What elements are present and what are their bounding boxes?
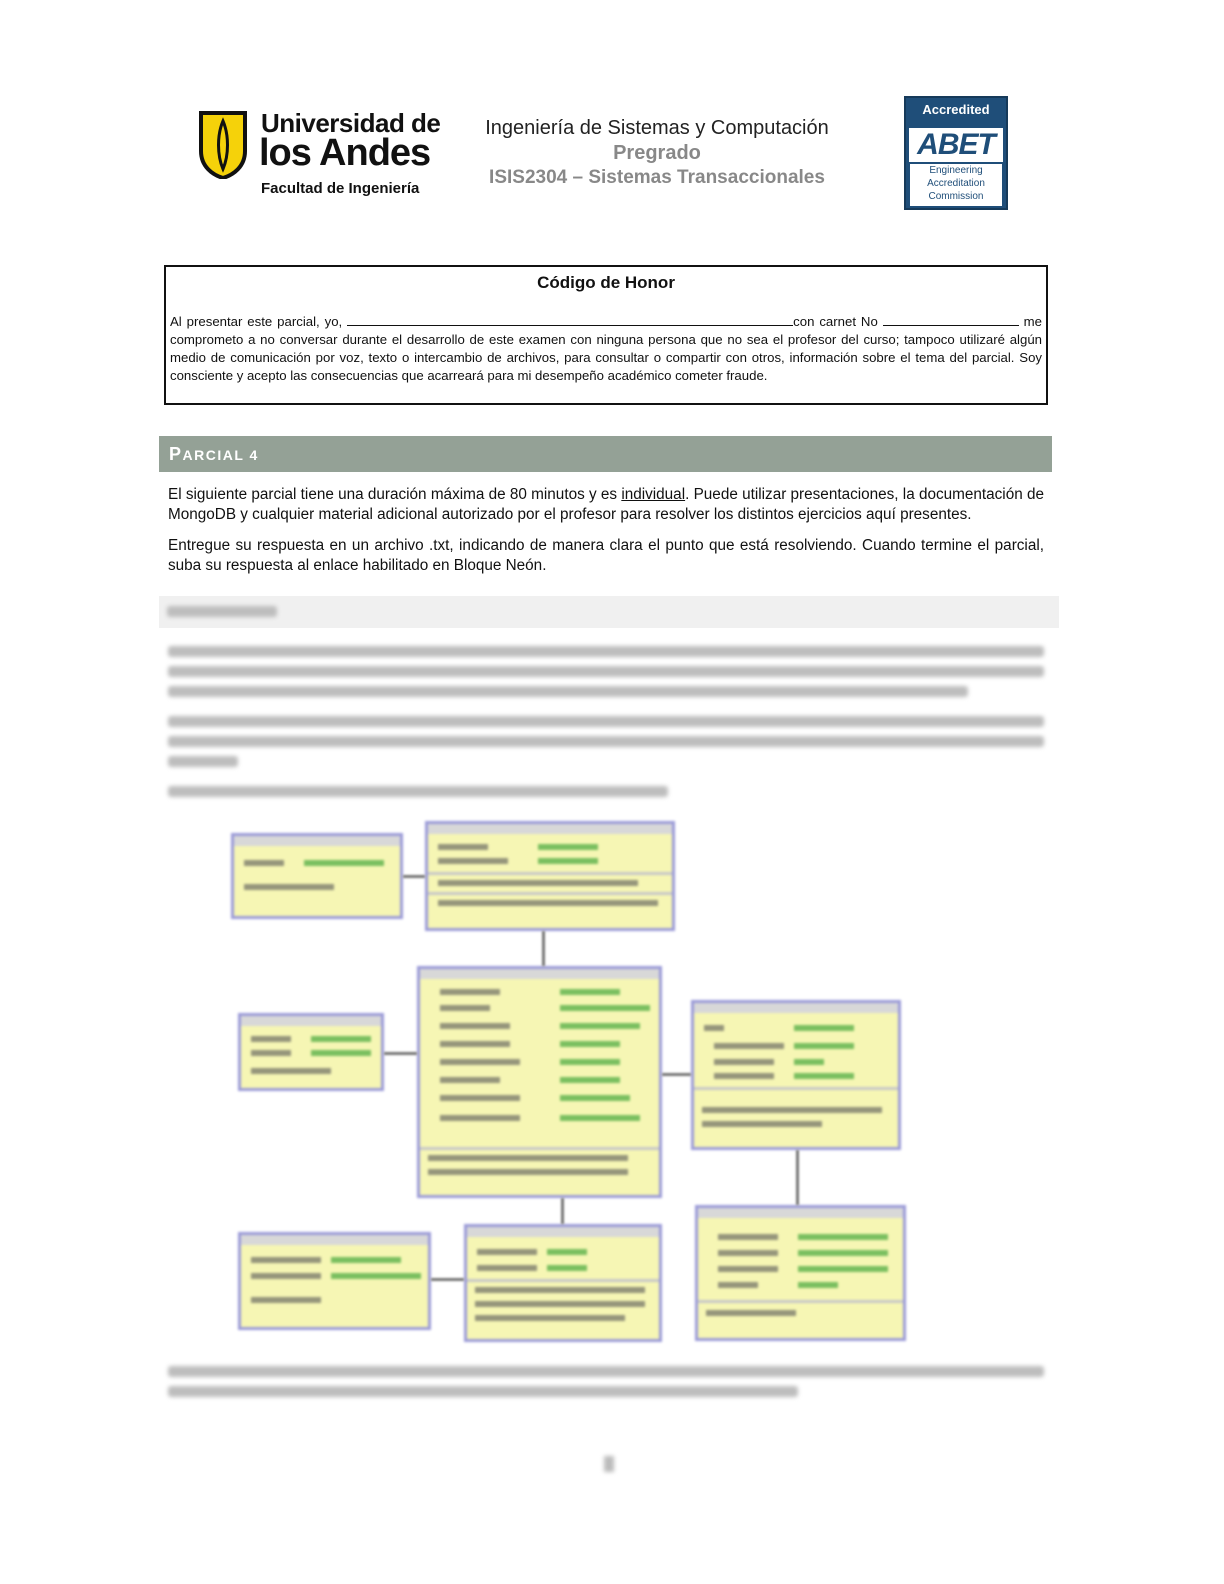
diagram-table xyxy=(691,1000,901,1150)
intro-text-after: . Puede utilizar presentaciones, la documentación de MongoDB y cualquier material adicional autorizado por el profesor para resolver los distintos ejercicios aquí presentes. xyxy=(168,486,1044,523)
honor-code-title: Código de Honor xyxy=(537,273,675,292)
honor-text-body: me comprometo a no conversar durante el desarrollo de este examen con ninguna persona que no sea el profesor del curso; tampoco utilizaré algún medio de comunicación por voz, texto o intercambio de archivos, para consultar o compartir con otros, información sobre el tema del parcial. Soy consciente y acepto las consecuencias que acarreará para mi desempeño académico cometer fraude. xyxy=(170,314,1042,383)
delivery-paragraph: Entregue su respuesta en un archivo .txt, indicando de manera clara el punto que está resolviendo. Cuando termine el parcial, suba su respuesta al enlace habilitado en Bloque Neón. xyxy=(168,537,1044,574)
abet-badge xyxy=(904,96,1008,210)
diagram-table xyxy=(417,966,662,1198)
section-header-bar xyxy=(159,436,1052,472)
abet-accredited-label: Accredited xyxy=(922,102,990,117)
diagram-table xyxy=(238,1232,431,1330)
honor-code-text xyxy=(170,313,1042,385)
diagram-table xyxy=(231,833,403,919)
course-title: ISIS2304 – Sistemas Transaccionales xyxy=(489,167,825,188)
diagram-table xyxy=(425,821,675,931)
intro-text-before: El siguiente parcial tiene una duración máxima de 80 minutos y es xyxy=(168,486,622,503)
carnet-blank-field[interactable] xyxy=(883,313,1019,326)
name-blank-field[interactable] xyxy=(347,313,793,326)
header-titles xyxy=(470,117,844,189)
blurred-subsection-bar xyxy=(159,596,1059,628)
blurred-subsection-title xyxy=(167,606,277,617)
intro-paragraph xyxy=(168,485,1044,525)
logo-text-line1: Universidad de xyxy=(261,108,441,138)
intro-text-individual: individual xyxy=(621,486,686,503)
diagram-table xyxy=(695,1205,906,1341)
university-shield-icon xyxy=(197,111,249,179)
university-logo xyxy=(195,108,441,203)
abet-commission-label: Engineering Accreditation Commission xyxy=(910,164,1002,206)
department-title: Ingeniería de Sistemas y Computación xyxy=(485,117,829,139)
honor-text-carnet: con carnet No xyxy=(793,314,878,329)
program-level: Pregrado xyxy=(613,142,701,164)
logo-text-line2: los Andes xyxy=(259,132,431,174)
honor-text-start: Al presentar este parcial, yo, xyxy=(170,314,343,329)
blurred-page-number xyxy=(604,1456,614,1472)
honor-code-box xyxy=(164,265,1048,405)
section-title: PARCIAL 4 xyxy=(169,444,259,464)
logo-text-faculty: Facultad de Ingeniería xyxy=(261,180,420,197)
abet-mark: ABET xyxy=(909,128,1003,162)
diagram-table xyxy=(464,1224,662,1342)
diagram-table xyxy=(238,1013,384,1091)
